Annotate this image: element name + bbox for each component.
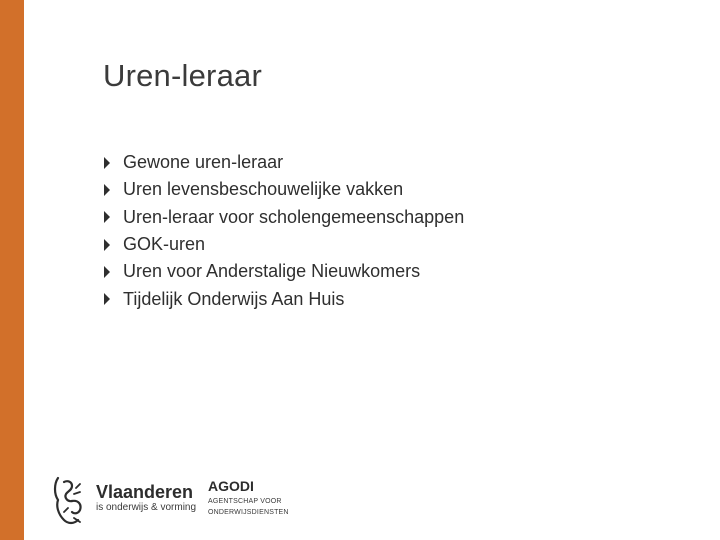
- list-item: [103, 231, 464, 258]
- triangle-right-icon: [103, 157, 123, 169]
- bullet-list: [103, 149, 464, 313]
- list-item: [103, 149, 464, 176]
- agodi-name: AGODI: [208, 478, 254, 494]
- footer-logos: [50, 470, 310, 530]
- accent-bar: [0, 0, 24, 540]
- vlaanderen-subtitle: is onderwijs & vorming: [96, 502, 197, 513]
- vlaanderen-name: Vlaanderen: [96, 482, 194, 502]
- list-item: [103, 176, 464, 203]
- agodi-subtitle-line1: AGENTSCHAP VOOR: [208, 498, 282, 505]
- bullet-text: Uren voor Anderstalige Nieuwkomers: [123, 261, 421, 282]
- agodi-subtitle-line2: ONDERWIJSDIENSTEN: [208, 509, 289, 516]
- list-item: [103, 258, 464, 285]
- bullet-text: Gewone uren-leraar: [123, 152, 284, 173]
- bullet-text: Tijdelijk Onderwijs Aan Huis: [123, 288, 345, 309]
- bullet-text: GOK-uren: [123, 234, 206, 255]
- triangle-right-icon: [103, 239, 123, 251]
- bullet-text: Uren levensbeschouwelijke vakken: [123, 179, 404, 200]
- bullet-text: Uren-leraar voor scholengemeenschappen: [123, 206, 465, 227]
- triangle-right-icon: [103, 266, 123, 278]
- list-item: [103, 204, 464, 231]
- list-item: [103, 285, 464, 312]
- slide-title: Uren-leraar: [103, 58, 262, 93]
- triangle-right-icon: [103, 211, 123, 223]
- triangle-right-icon: [103, 184, 123, 196]
- triangle-right-icon: [103, 293, 123, 305]
- flemish-lion-icon: [50, 474, 90, 531]
